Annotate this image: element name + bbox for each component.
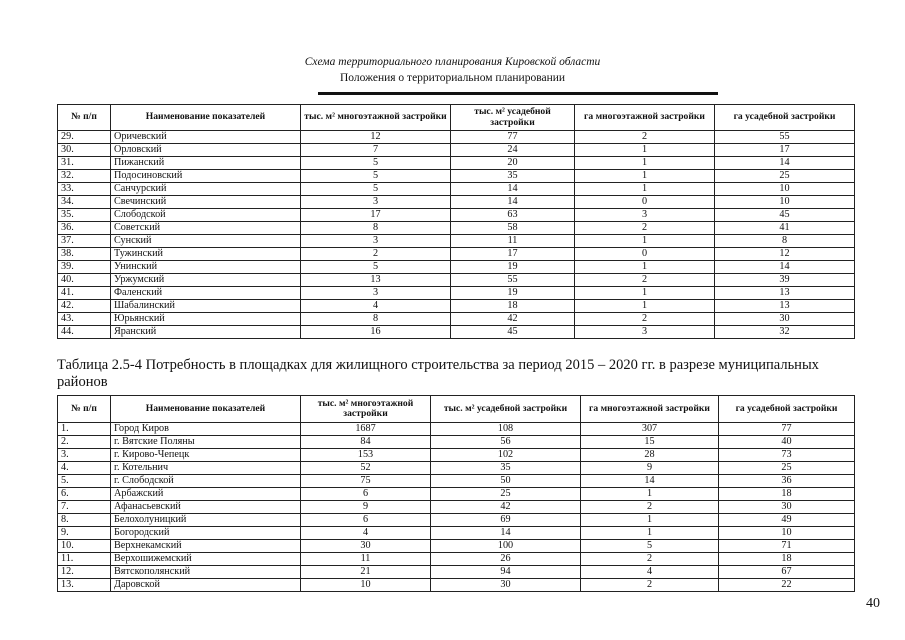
- cell-multi-storey-area: 12: [301, 131, 451, 144]
- cell-number: 30.: [58, 144, 111, 157]
- cell-name: Тужинский: [111, 248, 301, 261]
- cell-number: 6.: [58, 488, 111, 501]
- cell-multi-storey-area: 4: [301, 527, 431, 540]
- cell-number: 44.: [58, 326, 111, 339]
- cell-multi-storey-ha: 3: [575, 326, 715, 339]
- cell-number: 37.: [58, 235, 111, 248]
- cell-estate-ha: 36: [719, 475, 855, 488]
- cell-number: 41.: [58, 287, 111, 300]
- cell-number: 43.: [58, 313, 111, 326]
- cell-number: 39.: [58, 261, 111, 274]
- cell-name: Вятскополянский: [111, 566, 301, 579]
- cell-multi-storey-ha: 1: [575, 287, 715, 300]
- cell-multi-storey-ha: 2: [581, 579, 719, 592]
- cell-name: Подосиновский: [111, 170, 301, 183]
- cell-estate-ha: 39: [715, 274, 855, 287]
- table-row: [58, 566, 855, 579]
- table-caption: Таблица 2.5-4 Потребность в площадках для жилищного строительства за период 2015 – 2020 гг. в разрезе муниципальных районов: [57, 357, 819, 390]
- cell-name: г. Кирово-Чепецк: [111, 449, 301, 462]
- table-row: [58, 579, 855, 592]
- cell-multi-storey-area: 84: [301, 436, 431, 449]
- cell-multi-storey-area: 153: [301, 449, 431, 462]
- table-row: [58, 462, 855, 475]
- cell-estate-ha: 10: [715, 196, 855, 209]
- table-header-row: [58, 396, 855, 423]
- cell-multi-storey-ha: 28: [581, 449, 719, 462]
- cell-number: 29.: [58, 131, 111, 144]
- cell-estate-area: 14: [431, 527, 581, 540]
- cell-number: 38.: [58, 248, 111, 261]
- cell-name: Сунский: [111, 235, 301, 248]
- cell-estate-area: 58: [451, 222, 575, 235]
- cell-name: г. Котельнич: [111, 462, 301, 475]
- cell-estate-ha: 30: [719, 501, 855, 514]
- cell-estate-ha: 18: [719, 488, 855, 501]
- cell-number: 2.: [58, 436, 111, 449]
- cell-number: 31.: [58, 157, 111, 170]
- table-row: [58, 488, 855, 501]
- col-header-name: Наименование показателей: [111, 105, 301, 131]
- cell-multi-storey-ha: 1: [581, 527, 719, 540]
- cell-estate-area: 35: [431, 462, 581, 475]
- cell-name: Слободской: [111, 209, 301, 222]
- cell-estate-area: 11: [451, 235, 575, 248]
- cell-number: 42.: [58, 300, 111, 313]
- cell-multi-storey-area: 5: [301, 170, 451, 183]
- page-number: 40: [866, 596, 880, 611]
- cell-estate-ha: 12: [715, 248, 855, 261]
- col-header-estate-ha: га усадебной застройки: [715, 105, 855, 131]
- table-header-row: [58, 105, 855, 131]
- cell-estate-area: 55: [451, 274, 575, 287]
- cell-estate-area: 102: [431, 449, 581, 462]
- cell-estate-ha: 40: [719, 436, 855, 449]
- cell-multi-storey-area: 6: [301, 488, 431, 501]
- cell-multi-storey-ha: 1: [575, 183, 715, 196]
- cell-multi-storey-area: 1687: [301, 423, 431, 436]
- cell-estate-area: 56: [431, 436, 581, 449]
- cell-multi-storey-area: 9: [301, 501, 431, 514]
- cell-name: Яранский: [111, 326, 301, 339]
- cell-multi-storey-ha: 2: [581, 501, 719, 514]
- table-row: [58, 274, 855, 287]
- cell-estate-area: 14: [451, 196, 575, 209]
- cell-number: 33.: [58, 183, 111, 196]
- cell-estate-ha: 67: [719, 566, 855, 579]
- cell-multi-storey-ha: 2: [575, 131, 715, 144]
- cell-name: Город Киров: [111, 423, 301, 436]
- cell-estate-area: 100: [431, 540, 581, 553]
- cell-multi-storey-area: 5: [301, 183, 451, 196]
- table-continuation: [57, 104, 855, 339]
- cell-estate-area: 42: [431, 501, 581, 514]
- cell-number: 35.: [58, 209, 111, 222]
- cell-multi-storey-area: 75: [301, 475, 431, 488]
- col-header-multi-storey-area: тыс. м² многоэтажной застройки: [301, 396, 431, 423]
- cell-name: Фаленский: [111, 287, 301, 300]
- cell-name: Верхошижемский: [111, 553, 301, 566]
- cell-name: г. Слободской: [111, 475, 301, 488]
- cell-multi-storey-area: 3: [301, 235, 451, 248]
- cell-estate-area: 24: [451, 144, 575, 157]
- cell-number: 11.: [58, 553, 111, 566]
- cell-multi-storey-area: 2: [301, 248, 451, 261]
- table-row: [58, 170, 855, 183]
- table-row: [58, 326, 855, 339]
- cell-estate-area: 63: [451, 209, 575, 222]
- table-row: [58, 449, 855, 462]
- table-2-5-4: [57, 395, 855, 592]
- cell-number: 4.: [58, 462, 111, 475]
- table-row: [58, 436, 855, 449]
- col-header-number: № п/п: [58, 396, 111, 423]
- cell-estate-area: 17: [451, 248, 575, 261]
- col-header-number: № п/п: [58, 105, 111, 131]
- cell-name: Санчурский: [111, 183, 301, 196]
- cell-number: 8.: [58, 514, 111, 527]
- table-row: [58, 287, 855, 300]
- cell-estate-ha: 49: [719, 514, 855, 527]
- cell-estate-area: 45: [451, 326, 575, 339]
- cell-name: Шабалинский: [111, 300, 301, 313]
- col-header-multi-storey-area: тыс. м² многоэтажной застройки: [301, 105, 451, 131]
- cell-name: Советский: [111, 222, 301, 235]
- cell-multi-storey-area: 7: [301, 144, 451, 157]
- cell-multi-storey-area: 17: [301, 209, 451, 222]
- cell-name: Свечинский: [111, 196, 301, 209]
- cell-estate-ha: 55: [715, 131, 855, 144]
- col-header-estate-area: тыс. м² усадебной застройки: [431, 396, 581, 423]
- cell-estate-area: 19: [451, 287, 575, 300]
- cell-estate-area: 25: [431, 488, 581, 501]
- cell-estate-ha: 14: [715, 157, 855, 170]
- cell-multi-storey-ha: 2: [575, 222, 715, 235]
- cell-multi-storey-area: 30: [301, 540, 431, 553]
- cell-number: 34.: [58, 196, 111, 209]
- table-row: [58, 527, 855, 540]
- cell-estate-ha: 77: [719, 423, 855, 436]
- cell-name: Верхнекамский: [111, 540, 301, 553]
- cell-multi-storey-area: 3: [301, 196, 451, 209]
- cell-number: 32.: [58, 170, 111, 183]
- cell-number: 1.: [58, 423, 111, 436]
- cell-multi-storey-ha: 14: [581, 475, 719, 488]
- table-row: [58, 222, 855, 235]
- cell-name: Орловский: [111, 144, 301, 157]
- cell-estate-area: 50: [431, 475, 581, 488]
- cell-estate-ha: 8: [715, 235, 855, 248]
- table-row: [58, 475, 855, 488]
- table-row: [58, 209, 855, 222]
- cell-number: 10.: [58, 540, 111, 553]
- col-header-estate-ha: га усадебной застройки: [719, 396, 855, 423]
- cell-number: 13.: [58, 579, 111, 592]
- table-row: [58, 423, 855, 436]
- table-row: [58, 196, 855, 209]
- cell-multi-storey-area: 3: [301, 287, 451, 300]
- cell-estate-area: 14: [451, 183, 575, 196]
- cell-estate-area: 77: [451, 131, 575, 144]
- cell-estate-ha: 14: [715, 261, 855, 274]
- col-header-multi-storey-ha: га многоэтажной застройки: [581, 396, 719, 423]
- cell-name: Арбажский: [111, 488, 301, 501]
- cell-name: Пижанский: [111, 157, 301, 170]
- col-header-estate-area: тыс. м² усадебной застройки: [451, 105, 575, 131]
- cell-multi-storey-ha: 2: [575, 274, 715, 287]
- cell-multi-storey-area: 11: [301, 553, 431, 566]
- cell-multi-storey-ha: 1: [575, 157, 715, 170]
- cell-name: Богородский: [111, 527, 301, 540]
- cell-number: 5.: [58, 475, 111, 488]
- cell-name: Афанасьевский: [111, 501, 301, 514]
- cell-multi-storey-area: 10: [301, 579, 431, 592]
- cell-estate-area: 35: [451, 170, 575, 183]
- cell-multi-storey-area: 52: [301, 462, 431, 475]
- cell-estate-ha: 13: [715, 300, 855, 313]
- cell-estate-ha: 30: [715, 313, 855, 326]
- cell-name: г. Вятские Поляны: [111, 436, 301, 449]
- cell-estate-ha: 73: [719, 449, 855, 462]
- cell-estate-ha: 17: [715, 144, 855, 157]
- cell-estate-area: 19: [451, 261, 575, 274]
- cell-multi-storey-area: 5: [301, 261, 451, 274]
- header-rule: [318, 92, 718, 95]
- cell-multi-storey-ha: 4: [581, 566, 719, 579]
- table-row: [58, 183, 855, 196]
- cell-multi-storey-area: 13: [301, 274, 451, 287]
- cell-estate-area: 108: [431, 423, 581, 436]
- cell-multi-storey-ha: 0: [575, 248, 715, 261]
- table-row: [58, 514, 855, 527]
- cell-estate-ha: 32: [715, 326, 855, 339]
- cell-number: 9.: [58, 527, 111, 540]
- cell-number: 12.: [58, 566, 111, 579]
- table-row: [58, 248, 855, 261]
- col-header-multi-storey-ha: га многоэтажной застройки: [575, 105, 715, 131]
- table-row: [58, 540, 855, 553]
- cell-multi-storey-ha: 15: [581, 436, 719, 449]
- cell-estate-ha: 41: [715, 222, 855, 235]
- cell-multi-storey-ha: 9: [581, 462, 719, 475]
- cell-multi-storey-ha: 1: [581, 488, 719, 501]
- cell-multi-storey-area: 8: [301, 222, 451, 235]
- cell-multi-storey-area: 6: [301, 514, 431, 527]
- table-row: [58, 144, 855, 157]
- cell-estate-area: 20: [451, 157, 575, 170]
- cell-name: Уржумский: [111, 274, 301, 287]
- cell-estate-area: 30: [431, 579, 581, 592]
- cell-number: 7.: [58, 501, 111, 514]
- table-row: [58, 131, 855, 144]
- cell-estate-area: 26: [431, 553, 581, 566]
- cell-estate-area: 42: [451, 313, 575, 326]
- cell-multi-storey-ha: 0: [575, 196, 715, 209]
- cell-multi-storey-ha: 1: [581, 514, 719, 527]
- document-header-subtitle: Положения о территориальном планировании: [339, 72, 566, 84]
- table-row: [58, 261, 855, 274]
- cell-multi-storey-ha: 2: [581, 553, 719, 566]
- table-row: [58, 235, 855, 248]
- document-header-title: Схема территориального планирования Кировской области: [304, 56, 601, 68]
- cell-multi-storey-ha: 1: [575, 300, 715, 313]
- cell-number: 36.: [58, 222, 111, 235]
- table-body: [58, 423, 855, 592]
- cell-estate-ha: 10: [715, 183, 855, 196]
- cell-estate-ha: 18: [719, 553, 855, 566]
- cell-multi-storey-ha: 5: [581, 540, 719, 553]
- cell-name: Даровской: [111, 579, 301, 592]
- cell-estate-ha: 22: [719, 579, 855, 592]
- table-body: [58, 131, 855, 339]
- cell-number: 40.: [58, 274, 111, 287]
- cell-name: Оричевский: [111, 131, 301, 144]
- cell-estate-area: 18: [451, 300, 575, 313]
- table-row: [58, 501, 855, 514]
- col-header-name: Наименование показателей: [111, 396, 301, 423]
- cell-estate-ha: 13: [715, 287, 855, 300]
- cell-number: 3.: [58, 449, 111, 462]
- cell-estate-ha: 25: [719, 462, 855, 475]
- cell-multi-storey-ha: 3: [575, 209, 715, 222]
- cell-multi-storey-ha: 1: [575, 170, 715, 183]
- cell-multi-storey-ha: 307: [581, 423, 719, 436]
- cell-estate-ha: 71: [719, 540, 855, 553]
- cell-estate-area: 94: [431, 566, 581, 579]
- cell-multi-storey-ha: 1: [575, 235, 715, 248]
- cell-name: Юрьянский: [111, 313, 301, 326]
- cell-name: Унинский: [111, 261, 301, 274]
- table-row: [58, 300, 855, 313]
- cell-estate-ha: 25: [715, 170, 855, 183]
- cell-name: Белохолуницкий: [111, 514, 301, 527]
- cell-estate-ha: 45: [715, 209, 855, 222]
- cell-multi-storey-area: 8: [301, 313, 451, 326]
- cell-multi-storey-ha: 2: [575, 313, 715, 326]
- table-row: [58, 553, 855, 566]
- cell-multi-storey-area: 21: [301, 566, 431, 579]
- table-row: [58, 313, 855, 326]
- cell-multi-storey-ha: 1: [575, 261, 715, 274]
- table-row: [58, 157, 855, 170]
- cell-multi-storey-area: 16: [301, 326, 451, 339]
- cell-multi-storey-area: 4: [301, 300, 451, 313]
- cell-estate-ha: 10: [719, 527, 855, 540]
- cell-multi-storey-area: 5: [301, 157, 451, 170]
- cell-estate-area: 69: [431, 514, 581, 527]
- cell-multi-storey-ha: 1: [575, 144, 715, 157]
